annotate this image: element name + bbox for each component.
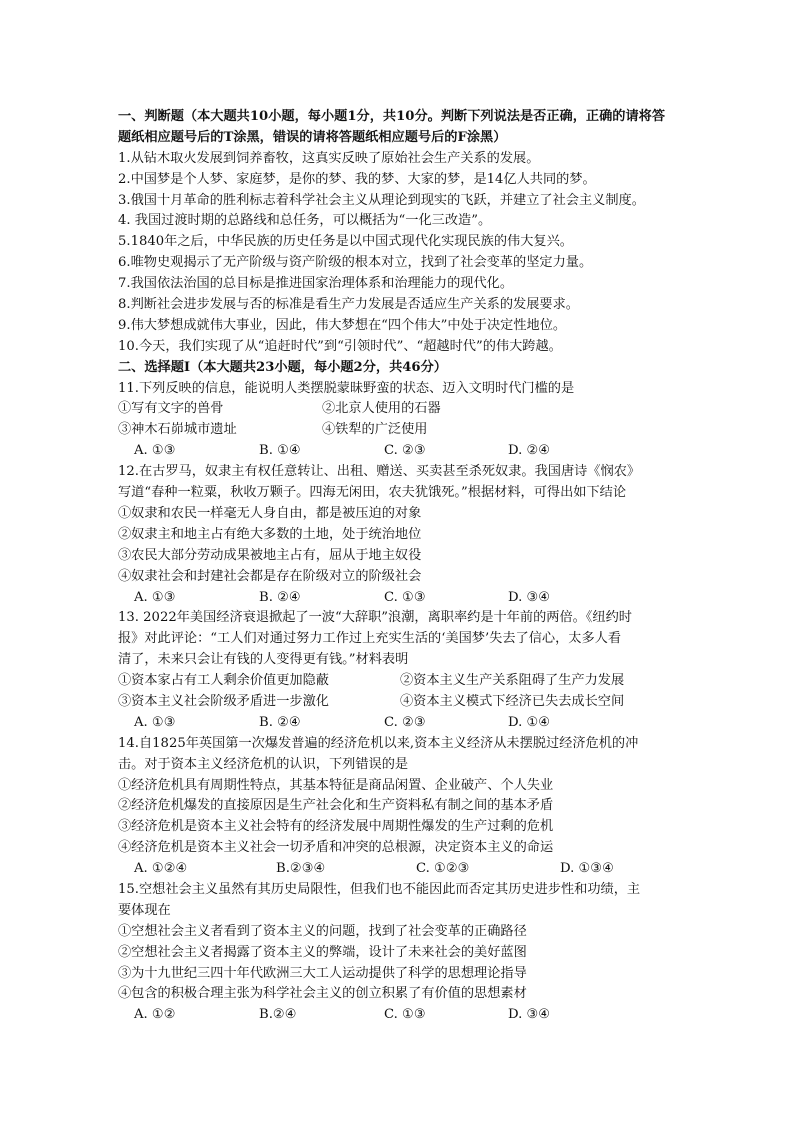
q11-stem: 11.下列反映的信息，能说明人类摆脱蒙昧野蛮的状态、迈入文明时代门槛的是 [118,380,575,396]
q15-statement-4: ④包含的积极合理主张为科学社会主义的创立积累了有价值的思想素材 [118,986,527,1002]
q14-options [118,859,678,880]
q12-option-c: C. ①③ [384,589,426,605]
q12-options [118,588,678,609]
q11-statement-2: ②北京人使用的石器 [322,401,441,417]
q11-option-d: D. ②④ [508,443,551,459]
q13-statement-2: ②资本主义生产关系阻碍了生产力发展 [400,673,625,689]
q14-stem-line2: 击。对于资本主义经济危机的认识，下列错误的是 [118,756,409,772]
q13-stem-line3: 清了，未来只会让有钱的人变得更有钱。”材料表明 [118,652,409,668]
q14-option-b: B.②③④ [276,861,326,877]
q14-option-a: A. ①②④ [134,861,188,877]
q15-statement-2: ②空想社会主义者揭露了资本主义的弊端，设计了未来社会的美好蓝图 [118,944,527,960]
section2-header: 二、选择题Ⅰ（本大题共23小题，每小题2分，共46分） [118,359,447,375]
q13-option-c: C. ②③ [384,714,426,730]
q14-option-d: D. ①③④ [560,861,614,877]
q14-statement-1: ①经济危机具有周期性特点，其基本特征是商品闲置、企业破产、个人失业 [118,777,554,793]
q11-option-a: A. ①③ [134,443,176,459]
judge-item-4: 4. 我国过渡时期的总路线和总任务，可以概括为“一化三改造”。 [118,213,492,229]
q13-option-b: B. ②④ [259,714,301,730]
q12-statement-2: ②奴隶主和地主占有绝大多数的土地，处于统治地位 [118,526,422,542]
q11-statements-row2 [118,420,678,441]
q15-options [118,1005,678,1026]
q15-option-c: C. ①③ [384,1007,426,1023]
q13-statement-4: ④资本主义模式下经济已失去成长空间 [400,693,625,709]
q11-options [118,441,678,462]
judge-item-8: 8.判断社会进步发展与否的标准是看生产力发展是否适应生产关系的发展要求。 [118,297,579,313]
q12-option-a: A. ①③ [134,589,176,605]
judge-item-3: 3.俄国十月革命的胜利标志着科学社会主义从理论到现实的飞跃，并建立了社会主义制度。 [118,192,645,208]
q11-statement-3: ③神木石峁城市遗址 [118,422,237,438]
q12-option-b: B. ②④ [259,589,301,605]
judge-item-6: 6.唯物史观揭示了无产阶级与资产阶级的根本对立，找到了社会变革的坚定力量。 [118,255,593,271]
q15-option-b: B.②④ [259,1007,297,1023]
q13-stem-line1: 13. 2022年美国经济衰退掀起了一波“大辞职”浪潮，离职率约是十年前的两倍。《纽约时 [118,610,632,626]
q15-stem-line2: 要体现在 [118,902,171,918]
q13-statement-3: ③资本主义社会阶级矛盾进一步激化 [118,693,329,709]
judge-item-5: 5.1840年之后，中华民族的历史任务是以中国式现代化实现民族的伟大复兴。 [118,234,573,250]
q13-options [118,713,678,734]
q14-stem-line1: 14.自1825年英国第一次爆发普遍的经济危机以来,资本主义经济从未摆脱过经济危机的冲 [118,735,639,751]
judge-item-9: 9.伟大梦想成就伟大事业，因此，伟大梦想在“四个伟大”中处于决定性地位。 [118,317,567,333]
q12-stem-line1: 12.在古罗马，奴隶主有权任意转让、出租、赠送、买卖甚至杀死奴隶。我国唐诗《悯农》 [118,464,641,480]
q15-stem-line1: 15.空想社会主义虽然有其历史局限性，但我们也不能因此而否定其历史进步性和功绩，主 [118,881,641,897]
judge-item-10: 10.今天，我们实现了从“追赶时代”到“引领时代”、“超越时代”的伟大跨越。 [118,338,562,354]
section1-header: 一、判断题（本大题共10小题，每小题1分，共10分。判断下列说法是否正确，正确的请将答题纸相应题号后的T涂黑，错误的请将答题纸相应题号后的F涂黑） [118,109,666,145]
q11-statement-4: ④铁犁的广泛使用 [322,422,428,438]
q15-statement-3: ③为十九世纪三四十年代欧洲三大工人运动提供了科学的思想理论指导 [118,965,527,981]
q13-statement-1: ①资本家占有工人剩余价值更加隐蔽 [118,673,329,689]
q13-option-a: A. ①③ [134,714,176,730]
q13-statements-row1 [118,671,678,692]
q12-statement-4: ④奴隶社会和封建社会都是存在阶级对立的阶级社会 [118,568,422,584]
q15-statement-1: ①空想社会主义者看到了资本主义的问题，找到了社会变革的正确路径 [118,923,527,939]
q14-statement-3: ③经济危机是资本主义社会特有的经济发展中周期性爆发的生产过剩的危机 [118,819,554,835]
judge-item-7: 7.我国依法治国的总目标是推进国家治理体系和治理能力的现代化。 [118,276,514,292]
q11-option-c: C. ②③ [384,443,426,459]
q13-option-d: D. ①④ [508,714,551,730]
q14-statement-4: ④经济危机是资本主义社会一切矛盾和冲突的总根源，决定资本主义的命运 [118,840,554,856]
q15-option-a: A. ①② [134,1007,176,1023]
q12-statement-3: ③农民大部分劳动成果被地主占有，屈从于地主奴役 [118,547,422,563]
q14-option-c: C. ①②③ [416,861,470,877]
judge-item-1: 1.从钻木取火发展到饲养畜牧，这真实反映了原始社会生产关系的发展。 [118,150,540,166]
q13-stem-line2: 报》对此评论：“工人们对通过努力工作过上充实生活的‘美国梦’失去了信心，太多人看 [118,631,622,647]
exam-page [118,107,678,1026]
q15-option-d: D. ③④ [508,1007,551,1023]
q12-stem-line2: 写道“春种一粒粟，秋收万颗子。四海无闲田，农夫犹饿死。”根据材料，可得出如下结论 [118,485,627,501]
q11-statements-row1 [118,399,678,420]
judge-item-2: 2.中国梦是个人梦、家庭梦，是你的梦、我的梦、大家的梦，是14亿人共同的梦。 [118,171,596,187]
q11-option-b: B. ①④ [259,443,301,459]
q13-statements-row2 [118,692,678,713]
q11-statement-1: ①写有文字的兽骨 [118,401,224,417]
q14-statement-2: ②经济危机爆发的直接原因是生产社会化和生产资料私有制之间的基本矛盾 [118,798,554,814]
q12-option-d: D. ③④ [508,589,551,605]
q12-statement-1: ①奴隶和农民一样毫无人身自由，都是被压迫的对象 [118,505,422,521]
